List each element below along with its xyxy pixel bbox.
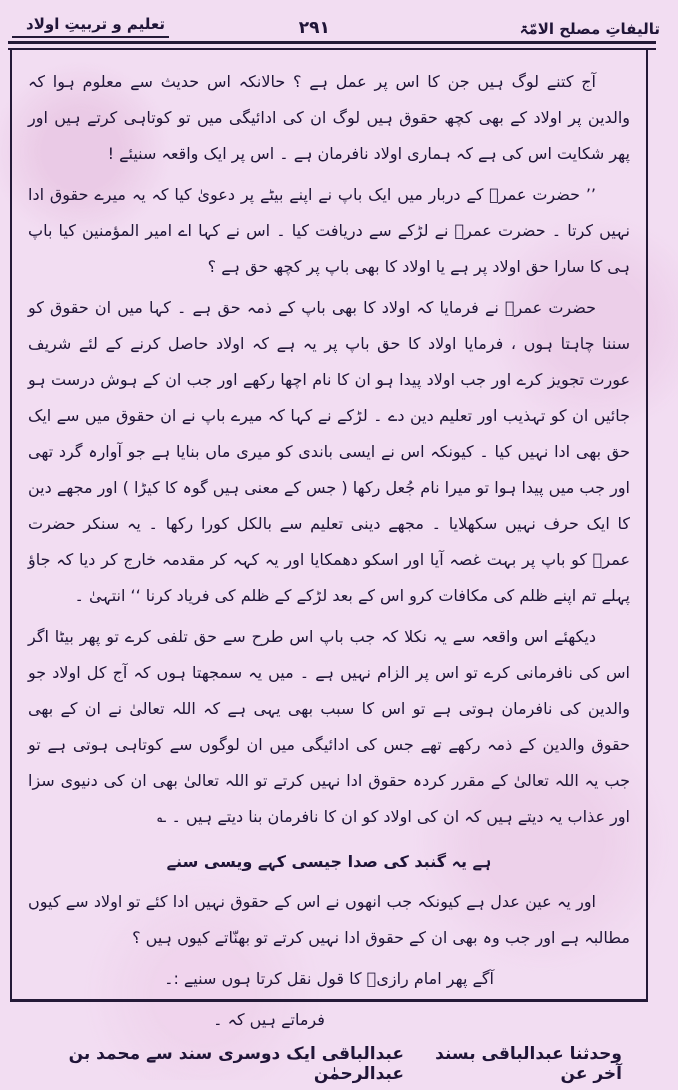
page-number: ۲۹۱ bbox=[298, 18, 330, 38]
verse-line: ہے یہ گنبد کی صدا جیسی کہے ویسی سنے bbox=[166, 852, 492, 871]
footer-urdu-text: عبدالباقی ایک دوسری سند سے محمد بن عبدالرحمٰن bbox=[68, 1044, 404, 1084]
farmate-line: فرماتے ہیں کہ ۔ bbox=[213, 1010, 325, 1029]
frame-footer bbox=[28, 1043, 630, 1090]
text-frame bbox=[10, 50, 648, 1084]
running-header bbox=[0, 0, 678, 40]
header-divider-rule bbox=[8, 41, 656, 50]
footer-arabic-text: وحدثنا عبدالباقی بسند آخر عن bbox=[435, 1044, 622, 1084]
body-paragraph-5: اور یہ عین عدل ہے کیونکہ جب انھوں نے اس کے حقوق نہیں ادا کئے تو اولاد سے کیوں مطالبہ ہے اور جب وہ بھی ان کے حقوق ادا نہیں کرتے تو بھنّاتے کیوں ہیں ؟ bbox=[28, 892, 630, 947]
chapter-title: تعلیم و تربیتِ اولاد bbox=[12, 15, 169, 38]
body-paragraph-1: آج کتنے لوگ ہیں جن کا اس پر عمل ہے ؟ حالانکہ اس حدیث سے معلوم ہوا کہ والدین پر اولاد کے بھی کچھ حقوق ہیں لوگ ان کی ادائیگی میں تو کوتاہی کرتے ہیں اور پھر شکایت اس کی ہے کہ ہماری اولاد نافرمان ہے ۔ اس پر ایک واقعہ سنیئے ! bbox=[28, 72, 630, 163]
body-paragraph-2-quote: ’’ حضرت عمرؓ کے دربار میں ایک باپ نے اپنے بیٹے پر دعویٰ کیا کہ یہ میرے حقوق ادا نہیں کرتا ۔ حضرت عمرؓ نے لڑکے سے دریافت کیا ۔ اس نے کہا اے امیر المؤمنین کیا باپ ہی کا سارا حق اولاد پر ہے یا اولاد کا بھی باپ پر کچھ حق ہے ؟ bbox=[28, 185, 630, 276]
book-title: تالیفاتِ مصلح الامّۃ bbox=[519, 20, 660, 38]
body-paragraph-3-quote: حضرت عمرؓ نے فرمایا کہ اولاد کا بھی باپ کے ذمہ حق ہے ۔ کہا میں ان حقوق کو سننا چاہتا ہوں ، فرمایا اولاد کا حق باپ پر یہ ہے کہ اولاد حاصل کرنے کے لئے شریف عورت تجویز کرے اور جب اولاد پیدا ہو ان کا نام اچھا رکھے اور جب ان کے ہوش درست ہو جائیں ان کو تہذیب اور تعلیم دین دے ۔ لڑکے نے کہا کہ میرے باپ نے ان حقوق میں سے ایک حق بھی ادا نہیں کیا ۔ کیونکہ اس نے ایسی باندی کو میری ماں بنایا ہے جو آوارہ گرد تھی اور جب میں پیدا ہوا تو میرا نام جُعل رکھا ( جس کے معنی ہیں گوہ کا کیڑا ) اور مجھے دین کا ایک حرف نہیں سکھلایا ۔ مجھے دینی تعلیم سے بالکل کورا رکھا ۔ یہ سنکر حضرت عمرؓ کو باپ پر بہت غصہ آیا اور اسکو دھمکایا اور یہ کہہ کر مقدمہ خارج کر دیا کہ جاؤ پہلے تم اپنے ظلم کی مکافات کرو اس کے بعد لڑکے کے ظلم کی فریاد کرنا ‘‘ انتہیٰ ۔ bbox=[28, 298, 630, 605]
quote-intro-line: آگے پھر امام رازیؒ کا قول نقل کرتا ہوں سنیے :۔ bbox=[164, 969, 494, 988]
body-paragraph-4: دیکھئے اس واقعہ سے یہ نکلا کہ جب باپ اس طرح سے حق تلفی کرے تو پھر بیٹا اگر اس کی نافرمانی کرے تو اس پر الزام نہیں ہے ۔ میں یہ سمجھتا ہوں کہ آج کل اولاد جو والدین کی نافرمان ہوتی ہے تو اس کا سبب بھی یہی ہے کہ اللہ تعالیٰ نے ان کے بھی حقوق والدین کے ذمہ رکھے تھے جس کی ادائیگی میں ان لوگوں سے کوتاہی ہوتی ہے تو جب یہ اللہ تعالیٰ کے مقرر کردہ حقوق ادا نہیں کرتے تو اللہ تعالیٰ بھی ان کی دنیوی سزا اور عذاب یہ دیتے ہیں کہ ان کی اولاد کو ان کا نافرمان بنا دیتے ہیں ۔ ؎ bbox=[28, 627, 630, 826]
